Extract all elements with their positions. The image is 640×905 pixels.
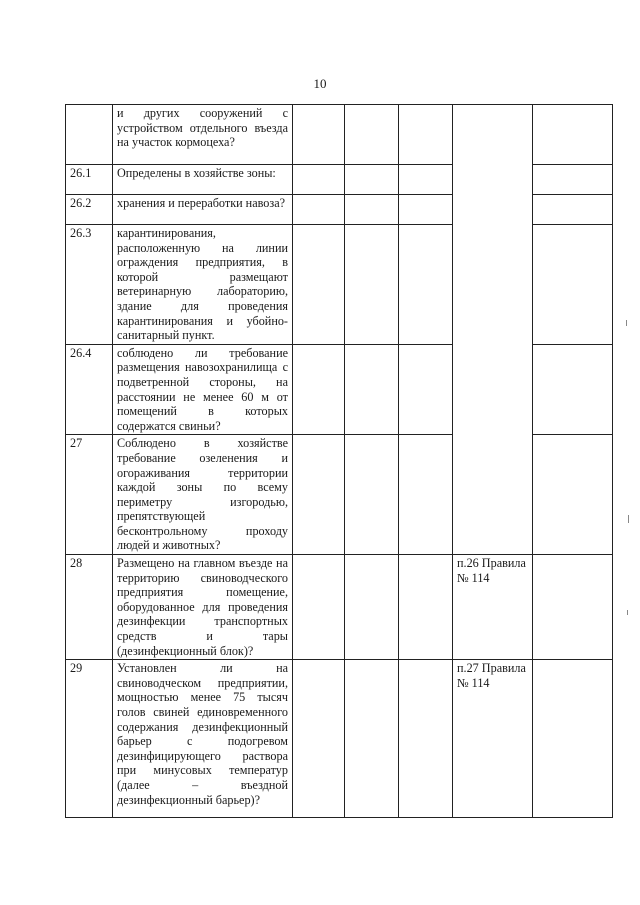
notes-cell [533, 195, 613, 225]
row-question: и других сооружений с устройством отдельного въезда на участок кормоцеха? [113, 105, 293, 165]
scan-artifact [626, 320, 627, 326]
row-question: Установлен ли на свиноводческом предприятии, мощностью менее 75 тысяч голов свиней единовременного содержания дезинфекционный барьер с подогревом дезинфицирующего раствора при минусовых температур (далее – въездной дезинфекционный барьер)? [113, 660, 293, 818]
row-reference: п.27 Правила № 114 [453, 660, 533, 818]
answer-cell [293, 165, 345, 195]
notes-cell [533, 344, 613, 435]
row-reference: п.26 Правила № 114 [453, 555, 533, 660]
row-number: 28 [66, 555, 113, 660]
answer-cell [345, 105, 399, 165]
scan-artifact [628, 515, 629, 523]
answer-cell [345, 344, 399, 435]
answer-cell [399, 344, 453, 435]
row-number: 26.3 [66, 225, 113, 345]
answer-cell [345, 555, 399, 660]
notes-cell [533, 435, 613, 555]
table-row [66, 555, 613, 660]
table-row [66, 105, 613, 165]
answer-cell [345, 435, 399, 555]
answer-cell [345, 165, 399, 195]
answer-cell [399, 195, 453, 225]
row-question: Соблюдено в хозяйстве требование озеленения и огораживания территории каждой зоны по всему периметру изгородью, препятствующей бесконтрольному проходу людей и животных? [113, 435, 293, 555]
answer-cell [345, 660, 399, 818]
answer-cell [293, 225, 345, 345]
row-number [66, 105, 113, 165]
answer-cell [399, 165, 453, 195]
answer-cell [399, 555, 453, 660]
row-number: 27 [66, 435, 113, 555]
row-question: хранения и переработки навоза? [113, 195, 293, 225]
notes-cell [533, 165, 613, 195]
answer-cell [399, 435, 453, 555]
row-reference [453, 105, 533, 555]
checklist-table [65, 104, 613, 818]
answer-cell [345, 225, 399, 345]
answer-cell [293, 195, 345, 225]
table-row [66, 660, 613, 818]
page-number: 10 [313, 76, 327, 91]
answer-cell [399, 225, 453, 345]
row-number: 26.2 [66, 195, 113, 225]
notes-cell [533, 105, 613, 165]
answer-cell [293, 105, 345, 165]
row-question: карантинирования, расположенную на линии ограждения предприятия, в которой размещают ветеринарную лабораторию, здание для проведения карантинирования и убойно-санитарный пункт. [113, 225, 293, 345]
answer-cell [399, 105, 453, 165]
row-number: 26.1 [66, 165, 113, 195]
answer-cell [399, 660, 453, 818]
answer-cell [293, 344, 345, 435]
row-question: соблюдено ли требование размещения навозохранилища с подветренной стороны, на расстоянии не менее 60 м от помещений в которых содержатся свиньи? [113, 344, 293, 435]
row-question: Размещено на главном въезде на территорию свиноводческого предприятия помещение, оборудованное для проведения дезинфекции транспортных средств и тары (дезинфекционный блок)? [113, 555, 293, 660]
scan-artifact [627, 610, 628, 615]
row-number: 29 [66, 660, 113, 818]
row-number: 26.4 [66, 344, 113, 435]
notes-cell [533, 225, 613, 345]
answer-cell [293, 435, 345, 555]
notes-cell [533, 555, 613, 660]
answer-cell [293, 660, 345, 818]
answer-cell [293, 555, 345, 660]
row-question: Определены в хозяйстве зоны: [113, 165, 293, 195]
notes-cell [533, 660, 613, 818]
answer-cell [345, 195, 399, 225]
